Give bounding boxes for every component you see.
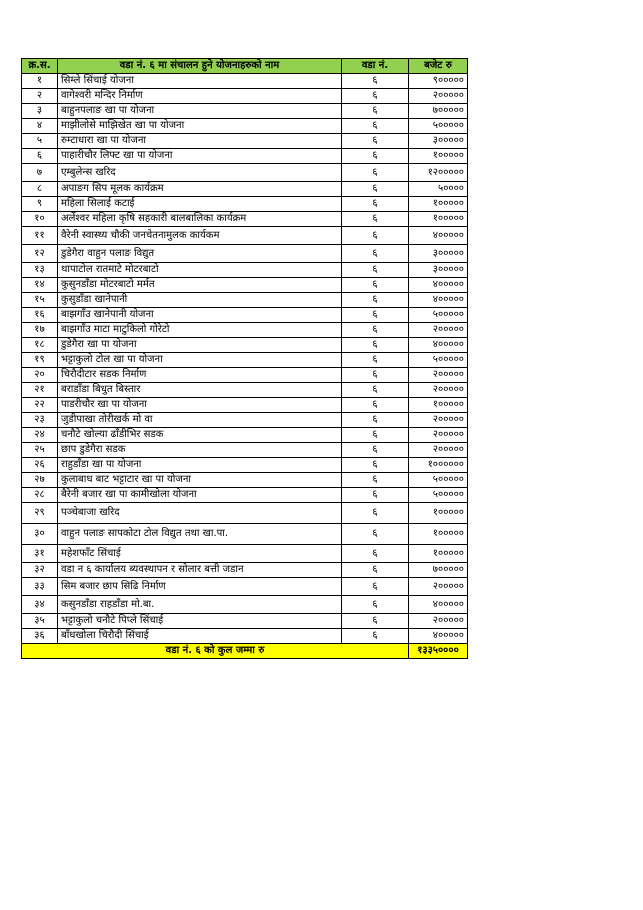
row-name: चनौटे खोल्या ढाँडीभिर सडक — [58, 428, 342, 443]
row-sn: १९ — [22, 353, 58, 368]
row-budget: ५००००० — [409, 488, 468, 503]
row-budget: २००००० — [409, 89, 468, 104]
row-name: कसुनडाँडा राहडाँडा मो.बा. — [58, 596, 342, 614]
row-ward: ६ — [342, 443, 409, 458]
row-name: जुडीपाखा तोरीखर्क मो वा — [58, 413, 342, 428]
row-ward: ६ — [342, 545, 409, 563]
row-sn: ११ — [22, 227, 58, 245]
row-name: महिला सिलाई कटाई — [58, 197, 342, 212]
row-budget: १००००० — [409, 503, 468, 524]
row-name: वाहुन पलाङ सापकोटा टोल विद्युत तथा खा.पा. — [58, 524, 342, 545]
row-sn: ३६ — [22, 629, 58, 644]
row-budget: ४००००० — [409, 227, 468, 245]
row-budget: ५००००० — [409, 308, 468, 323]
table-row — [22, 398, 468, 413]
row-name: रुम्टाधारा खा पा योजना — [58, 134, 342, 149]
budget-table — [21, 58, 468, 659]
row-ward: ६ — [342, 614, 409, 629]
table-row — [22, 545, 468, 563]
row-ward: ६ — [342, 458, 409, 473]
row-sn: १६ — [22, 308, 58, 323]
table-row — [22, 524, 468, 545]
row-budget: २००००० — [409, 368, 468, 383]
row-sn: ३१ — [22, 545, 58, 563]
row-name: बाहुनपलाङ खा पा योजना — [58, 104, 342, 119]
row-name: पञ्चेबाजा खरिद — [58, 503, 342, 524]
row-ward: ६ — [342, 353, 409, 368]
row-ward: ६ — [342, 383, 409, 398]
table-row — [22, 149, 468, 164]
row-name: राहुडाँडा खा पा योजना — [58, 458, 342, 473]
row-ward: ६ — [342, 368, 409, 383]
row-budget: १०००००० — [409, 458, 468, 473]
row-name: भट्टाकुलो टोल खा पा योजना — [58, 353, 342, 368]
table-row — [22, 212, 468, 227]
row-sn: २५ — [22, 443, 58, 458]
row-budget: २००००० — [409, 428, 468, 443]
table-row — [22, 383, 468, 398]
row-name: वडा न ६ कार्यालय ब्यवस्थापन र सोलार बत्ती जडान — [58, 563, 342, 578]
row-ward: ६ — [342, 578, 409, 596]
table-row — [22, 428, 468, 443]
row-name: भट्टाकुलो चनौटे पिप्ले सिंचाई — [58, 614, 342, 629]
row-sn: ३ — [22, 104, 58, 119]
row-sn: १० — [22, 212, 58, 227]
row-budget: ५००००० — [409, 119, 468, 134]
row-name: एम्बुलेन्स खरिद — [58, 164, 342, 182]
row-budget: ४००००० — [409, 629, 468, 644]
row-ward: ६ — [342, 119, 409, 134]
header-sn: क्र.स. — [22, 59, 58, 74]
row-name: डुडेगैरा खा पा योजना — [58, 338, 342, 353]
row-name: बराडाँडा बिधुत बिस्तार — [58, 383, 342, 398]
row-budget: १००००० — [409, 197, 468, 212]
total-value: १३३५०००० — [409, 644, 468, 659]
table-row — [22, 278, 468, 293]
row-ward: ६ — [342, 245, 409, 263]
row-name: अपाङग सिप मूलक कार्यक्रम — [58, 182, 342, 197]
row-ward: ६ — [342, 413, 409, 428]
row-sn: २१ — [22, 383, 58, 398]
header-name: वडा नं. ६ मा संचालन हुने योजनाहरुको नाम — [58, 59, 342, 74]
row-name: सिम्ले सिंचाई योजना — [58, 74, 342, 89]
row-budget: ३००००० — [409, 245, 468, 263]
row-sn: ३० — [22, 524, 58, 545]
row-ward: ६ — [342, 74, 409, 89]
row-name: वैरेनी स्वास्थ्य चौकी जनचेतनामुलक कार्यकम — [58, 227, 342, 245]
row-budget: १००००० — [409, 524, 468, 545]
row-name: पाडरीचौर खा पा योजना — [58, 398, 342, 413]
row-sn: ६ — [22, 149, 58, 164]
table-row — [22, 119, 468, 134]
row-sn: ४ — [22, 119, 58, 134]
table-row — [22, 89, 468, 104]
row-budget: १२००००० — [409, 164, 468, 182]
row-sn: १५ — [22, 293, 58, 308]
row-sn: २३ — [22, 413, 58, 428]
table-row — [22, 308, 468, 323]
row-ward: ६ — [342, 227, 409, 245]
row-budget: ७००००० — [409, 104, 468, 119]
row-budget: १००००० — [409, 212, 468, 227]
row-budget: ३००००० — [409, 134, 468, 149]
row-name: अर्लेश्वर महिला कृषि सहकारी बालबालिका कार्यक्रम — [58, 212, 342, 227]
table-body — [22, 74, 468, 644]
row-ward: ६ — [342, 428, 409, 443]
row-sn: १८ — [22, 338, 58, 353]
table-row — [22, 104, 468, 119]
row-name: महेशफाँट सिंचाई — [58, 545, 342, 563]
row-sn: २६ — [22, 458, 58, 473]
row-ward: ६ — [342, 104, 409, 119]
row-budget: ३००००० — [409, 263, 468, 278]
row-budget: ७००००० — [409, 563, 468, 578]
row-ward: ६ — [342, 596, 409, 614]
row-budget: ५००००० — [409, 353, 468, 368]
table-row — [22, 413, 468, 428]
row-sn: १३ — [22, 263, 58, 278]
row-ward: ६ — [342, 323, 409, 338]
row-budget: ५०००० — [409, 182, 468, 197]
header-row — [22, 59, 468, 74]
row-ward: ६ — [342, 197, 409, 212]
table-row — [22, 458, 468, 473]
table-row — [22, 323, 468, 338]
row-sn: २२ — [22, 398, 58, 413]
row-ward: ६ — [342, 182, 409, 197]
table-row — [22, 293, 468, 308]
row-name: बाझगाँउ खानेपानी योजना — [58, 308, 342, 323]
table-row — [22, 596, 468, 614]
row-sn: ३२ — [22, 563, 58, 578]
row-sn: २७ — [22, 473, 58, 488]
row-budget: ४००००० — [409, 596, 468, 614]
table-row — [22, 227, 468, 245]
table-row — [22, 578, 468, 596]
table-row — [22, 245, 468, 263]
row-ward: ६ — [342, 89, 409, 104]
row-sn: २८ — [22, 488, 58, 503]
table-row — [22, 74, 468, 89]
row-budget: २००००० — [409, 383, 468, 398]
row-budget: ४००००० — [409, 338, 468, 353]
row-budget: १००००० — [409, 398, 468, 413]
row-name: कुलाबाध बाट भट्टाटार खा पा योजना — [58, 473, 342, 488]
row-ward: ६ — [342, 473, 409, 488]
row-name: बैरेनी बजार खा पा कामीखोला योजना — [58, 488, 342, 503]
row-sn: ८ — [22, 182, 58, 197]
table-row — [22, 263, 468, 278]
row-ward: ६ — [342, 629, 409, 644]
row-name: छाप डुडेगैरा सडक — [58, 443, 342, 458]
row-sn: ३४ — [22, 596, 58, 614]
row-sn: ९ — [22, 197, 58, 212]
row-ward: ६ — [342, 503, 409, 524]
table-row — [22, 629, 468, 644]
row-name: पाहारीचौर लिफ्ट खा पा योजना — [58, 149, 342, 164]
table-row — [22, 368, 468, 383]
header-ward: वडा नं. — [342, 59, 409, 74]
table-row — [22, 473, 468, 488]
row-ward: ६ — [342, 263, 409, 278]
row-sn: ३३ — [22, 578, 58, 596]
row-sn: २४ — [22, 428, 58, 443]
row-budget: ५००००० — [409, 473, 468, 488]
table-row — [22, 134, 468, 149]
row-ward: ६ — [342, 338, 409, 353]
row-budget: ४००००० — [409, 278, 468, 293]
row-ward: ६ — [342, 293, 409, 308]
row-ward: ६ — [342, 488, 409, 503]
row-sn: १२ — [22, 245, 58, 263]
row-ward: ६ — [342, 398, 409, 413]
table-row — [22, 614, 468, 629]
row-budget: १००००० — [409, 545, 468, 563]
table-row — [22, 563, 468, 578]
row-sn: ३५ — [22, 614, 58, 629]
row-budget: २००००० — [409, 614, 468, 629]
row-ward: ६ — [342, 164, 409, 182]
row-sn: २ — [22, 89, 58, 104]
row-ward: ६ — [342, 134, 409, 149]
row-ward: ६ — [342, 308, 409, 323]
table-row — [22, 353, 468, 368]
row-budget: २००००० — [409, 323, 468, 338]
row-name: सिम बजार छाप सिढि निर्माण — [58, 578, 342, 596]
table-row — [22, 164, 468, 182]
row-name: थापाटोल रातमाटे मोटरबाटो — [58, 263, 342, 278]
row-name: माझीलोसे माझिखेत खा पा योजना — [58, 119, 342, 134]
row-name: डुडेगैरा वाहुन पलाङ विद्युत — [58, 245, 342, 263]
row-budget: २००००० — [409, 413, 468, 428]
row-ward: ६ — [342, 212, 409, 227]
row-sn: १७ — [22, 323, 58, 338]
total-label: वडा नं. ६ को कुल जम्मा रु — [22, 644, 409, 659]
table-row — [22, 197, 468, 212]
row-sn: २९ — [22, 503, 58, 524]
row-name: बाझगाँउ माटा माटुकिलो गोरेटो — [58, 323, 342, 338]
row-name: वागेश्वरी मन्दिर निर्माण — [58, 89, 342, 104]
row-budget: २००००० — [409, 443, 468, 458]
row-budget: ४००००० — [409, 293, 468, 308]
row-sn: २० — [22, 368, 58, 383]
table-row — [22, 503, 468, 524]
table-row — [22, 182, 468, 197]
table-row — [22, 443, 468, 458]
row-name: चिरौदीटार सडक निर्माण — [58, 368, 342, 383]
row-ward: ६ — [342, 149, 409, 164]
row-budget: २००००० — [409, 578, 468, 596]
row-sn: १४ — [22, 278, 58, 293]
row-name: कुसुडाँडा खानेपानी — [58, 293, 342, 308]
table-row — [22, 488, 468, 503]
row-budget: ९००००० — [409, 74, 468, 89]
row-ward: ६ — [342, 524, 409, 545]
row-sn: १ — [22, 74, 58, 89]
row-sn: ७ — [22, 164, 58, 182]
row-name: बाँधखोला चिरौदी सिंचाई — [58, 629, 342, 644]
total-row — [22, 644, 468, 659]
row-budget: १००००० — [409, 149, 468, 164]
row-sn: ५ — [22, 134, 58, 149]
table-row — [22, 338, 468, 353]
row-ward: ६ — [342, 563, 409, 578]
header-budget: बजेट रु — [409, 59, 468, 74]
row-ward: ६ — [342, 278, 409, 293]
row-name: कुसुनडाँडा मोटरबाटो मर्मत — [58, 278, 342, 293]
